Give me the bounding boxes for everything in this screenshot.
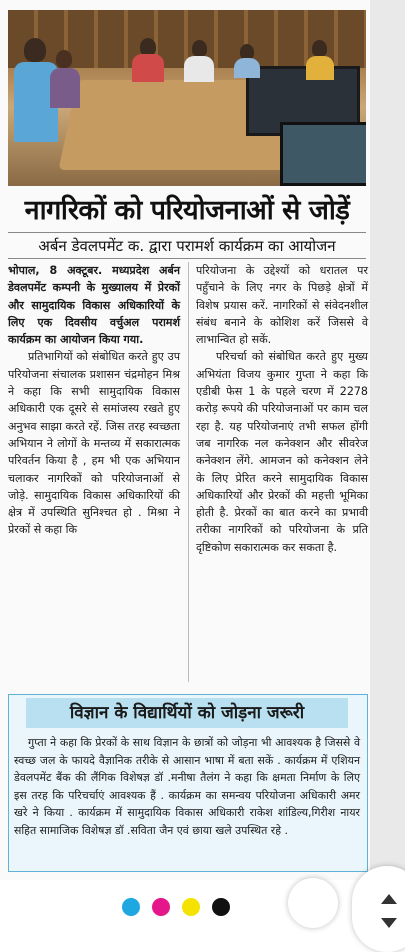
article-lead: भोपाल, 8 अक्टूबर. मध्यप्रदेश अर्बन डेवलपमेंट कम्पनी के मुख्यालय में प्रेरकों और सामुदायिक विकास अधिकारियों के लिए एक दिवसीय वर्चुअल परामर्श कार्यक्रम का आयोजन किया गया. — [8, 264, 180, 347]
article-paragraph: प्रतिभागियों को संबोधित करते हुए उप परियोजना संचालक प्रशासन चंद्रमोहन मिश्र ने कहा कि सभी सामुदायिक विकास अधिकारी एक दूसरे से समांजस्य रखते हुए अनुभव साझा करते रहें. जिस तरह स्वच्छता अभियान ने लोगों के मन्तव्य में सकारात्मक परिवर्तन किया है , हम भी एक अभियान चलाकर नागरिकों को परियोजनाओं से जोड़े. सामुदायिक विकास अधिकारियों की क्षेत्र में उपस्थिति सुनिश्चत हो . मिश्रा ने प्रेरकों से कहा कि — [8, 350, 180, 537]
article-paragraph: परिचर्चा को संबोधित करते हुए मुख्य अभियंता विजय कुमार गुप्ता ने कहा कि एडीबी फेस 1 के पहले चरण में 2278 करोड़ रूपये की परियोजनाओं पर काम चल रहा है. यह परियोजनाएं तभी सफल होंगी जब नागरिक नल कनेक्शन और सीवरेज कनेक्शन लेंगे. आमजन को कनेक्शन लेने के लिए प्रेरित करने सामुदायिक विकास अधिकारियों और प्रेरकों की महत्ती भूमिका होती है. प्रेरकों का बात करने का प्रभावी तरीका नागरिकों को परियोजना के प्रति दृष्टिकोण सकारात्मक कर सकता है. — [196, 350, 368, 554]
scroll-control[interactable] — [352, 866, 405, 952]
article-column-left — [8, 262, 180, 539]
black-registration-dot — [212, 898, 230, 916]
yellow-registration-dot — [182, 898, 200, 916]
column-divider — [188, 262, 189, 682]
registration-marks — [122, 898, 230, 916]
headline: नागरिकों को परियोजनाओं से जोड़ें — [24, 195, 350, 226]
meeting-photo — [8, 10, 366, 186]
share-button[interactable] — [288, 878, 338, 928]
scroll-up-icon[interactable] — [381, 894, 397, 904]
subhead-rule — [8, 258, 366, 259]
sidebar-box-body — [14, 734, 360, 840]
article-paragraph: परियोजना के उद्देश्यों को धरातल पर पहुँचाने के लिए नगर के पिछड़े क्षेत्रों में विशेष प्रयास करें. नागरिकों से संवेदनशील संबंध बनाने के कोशिश करें जिससे वे लाभान्वित हो सकें. — [196, 264, 368, 347]
sidebar-box-title: विज्ञान के विद्यार्थियों को जोड़ना जरूरी — [26, 698, 348, 728]
cyan-registration-dot — [122, 898, 140, 916]
page-scroll-rail — [370, 0, 405, 943]
scroll-down-icon[interactable] — [381, 918, 397, 928]
article-column-right — [196, 262, 368, 556]
sidebar-box-paragraph: गुप्ता ने कहा कि प्रेरकों के साथ विज्ञान के छात्रों को जोड़ना भी आवश्यक है जिससे वे स्वच्छ जल के फायदे वैज्ञानिक तरीके से आसान भाषा में बता सकें . कार्यक्रम में एशियन डेवलपमेंट बैंक की लैंगिक विशेषज्ञ डॉ .मनीषा तैलंग ने कहा कि क्षमता निर्माण के लिए इस तरह कि परिचर्चाएं आवश्यक हैं . कार्यक्रम का समन्वय परियोजना अधिकारी अमर खरे ने किया . कार्यक्रम में सामुदायिक विकास अधिकारी राकेश शांडिल्य,गिरीश नायर सहित सामाजिक विशेषज्ञ डॉ .सविता जैन एवं छाया खले उपस्थित रहे . — [14, 736, 360, 837]
headline-rule — [8, 232, 366, 233]
subheadline: अर्बन डेवलपमेंट क. द्वारा परामर्श कार्यक्रम का आयोजन — [38, 237, 336, 255]
magenta-registration-dot — [152, 898, 170, 916]
